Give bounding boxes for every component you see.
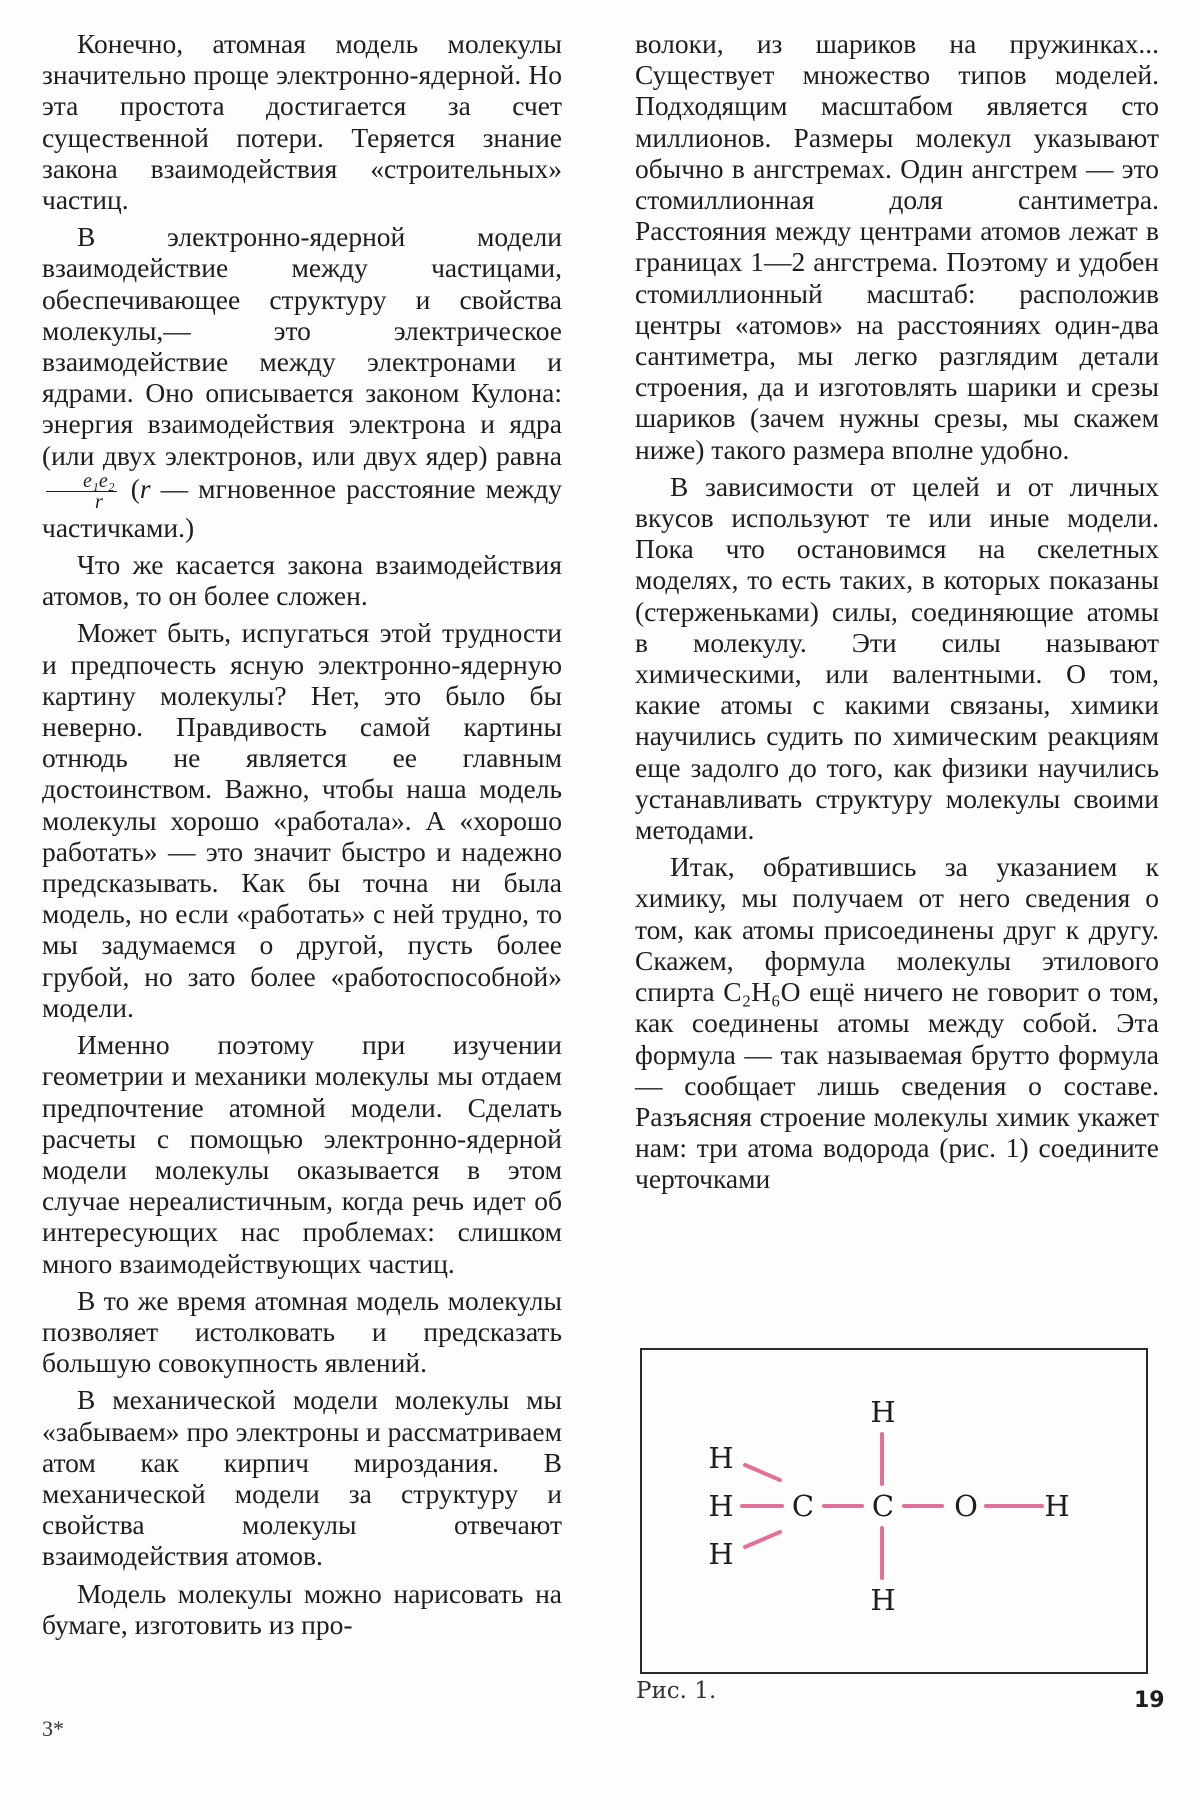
left-paragraph-5: Именно поэтому при изучении геометрии и механики молекулы мы отдаем предпочтение атомной модели. Сделать расчеты с помощью электронно-ядерной модели молекулы оказывается в этом случае нереалистичным, когда речь идет об интересующих нас проблемах: слишком много взаимодействующих частиц. [42,1029,562,1279]
atom-h-left-top: H [708,1441,734,1475]
atom-c2: C [871,1489,895,1523]
coulomb-text-end: — мгновенное расстояние между частичками.) [42,472,562,543]
page-number: 19 [1134,1688,1165,1713]
left-column [42,28,562,1646]
right-paragraph-2: В зависимости от целей и от личных вкусов используют те или иные модели. Пока что остановимся на скелетных моделях, то есть таких, в которых показаны (стерженьками) силы, соединяющие атомы в молекулу. Эти силы называют химическими, или валентными. О том, какие атомы с какими связаны, химики научились судить по химическим реакциям еще задолго до того, как физики научились устанавливать структуру молекулы своими методами. [635,470,1159,846]
left-paragraph-3: Что же касается закона взаимодействия атомов, то он более сложен. [42,549,562,612]
left-paragraph-4: Может быть, испугаться этой трудности и предпочесть ясную электронно-ядерную картину молекулы? Нет, это было бы неверно. Правдивость самой картины отнюдь не является ее главным достоинством. Важно, чтобы наша модель молекулы хорошо «работала». А «хорошо работать» — это значит быстро и надежно предсказывать. Как бы точна ни была модель, но если «работать» с ней трудно, то мы задумаемся о другой, пусть более грубой, но зато более «работоспособной» модели. [42,617,562,1023]
left-paragraph-1: Конечно, атомная модель молекулы значительно проще электронно-ядерной. Но эта простота достигается за счет существенной потери. Теряется знание закона взаимодействия «строительных» частиц. [42,28,562,216]
atom-c1: C [791,1489,815,1523]
ethanol-figure [640,1348,1148,1674]
right-column [635,28,1159,1201]
left-paragraph-8: Модель молекулы можно нарисовать на бумаге, изготовить из про- [42,1577,562,1640]
fraction-numerator: e₁e₂ [46,471,117,492]
left-paragraph-7: В механической модели молекулы мы «забываем» про электроны и рассматриваем атом как кирпич мироздания. В механической модели за структуру и свойства молекулы отвечают взаимодействия атомов. [42,1384,562,1572]
signature-mark: 3* [42,1716,64,1741]
ethanol-structure-diagram [642,1350,1146,1672]
coulomb-text: В электронно-ядерной модели взаимодействие между частицами, обеспечивающее структуру и свойства молекулы,— это электрическое взаимодействие между электронами и ядрами. Оно описывается законом Кулона: энергия взаимодействия электрона и ядра (или двух электронов, или двух ядер) равна [42,221,562,471]
fraction-denominator: r [94,490,103,513]
left-paragraph-2: В электронно-ядерной модели взаимодействие между частицами, обеспечивающее структуру и свойства молекулы,— это электрическое взаимодействие между электронами и ядрами. Оно описывается законом Кулона: энергия взаимодействия электрона и ядра (или двух электронов, или двух ядер) равна $\frac{\text{e₁e₂}}{r}$ (r — мгновенное расстояние между частичками.) [42,221,562,543]
right-paragraph-1: волоки, из шариков на пружинках... Существует множество типов моделей. Подходящим масштабом является сто миллионов. Размеры молекул указывают обычно в ангстремах. Один ангстрем — это стомиллионная доля сантиметра. Расстояния между центрами атомов лежат в границах 1—2 ангстрема. Поэтому и удобен стомиллионный масштаб: расположив центры «атомов» на расстояниях один-два сантиметра, мы легко разглядим детали строения, да и изготовлять шарики и срезы шариков (зачем нужны срезы, мы скажем ниже) такого размера вполне удобно. [635,28,1159,465]
atom-h-right: H [1044,1489,1070,1523]
left-paragraph-6: В то же время атомная модель молекулы позволяет истолковать и предсказать большую совокупность явлений. [42,1284,562,1379]
coulomb-fraction [46,471,117,512]
bond-h-top-left [745,1465,780,1480]
atom-h-left-mid: H [708,1489,734,1523]
right-paragraph-3: Итак, обратившись за указанием к химику, мы получаем от него сведения о том, как атомы присоединены друг к другу. Скажем, формула молекулы этилового спирта C₂H₆O ещё ничего не говорит о том, как соединены атомы между собой. Эта формула — так называемая брутто формула — сообщает лишь сведения о составе. Разъясняя строение молекулы химик укажет нам: три атома водорода (рис. 1) соедините черточками [635,851,1159,1195]
atom-o: O [954,1489,978,1523]
atom-h-bottom: H [870,1583,896,1617]
figure-caption: Рис. 1. [636,1678,717,1704]
distance-symbol: r [139,472,151,504]
atom-h-top: H [870,1395,896,1429]
atom-h-left-bottom: H [708,1537,734,1571]
bond-h-bottom-left [745,1532,780,1547]
